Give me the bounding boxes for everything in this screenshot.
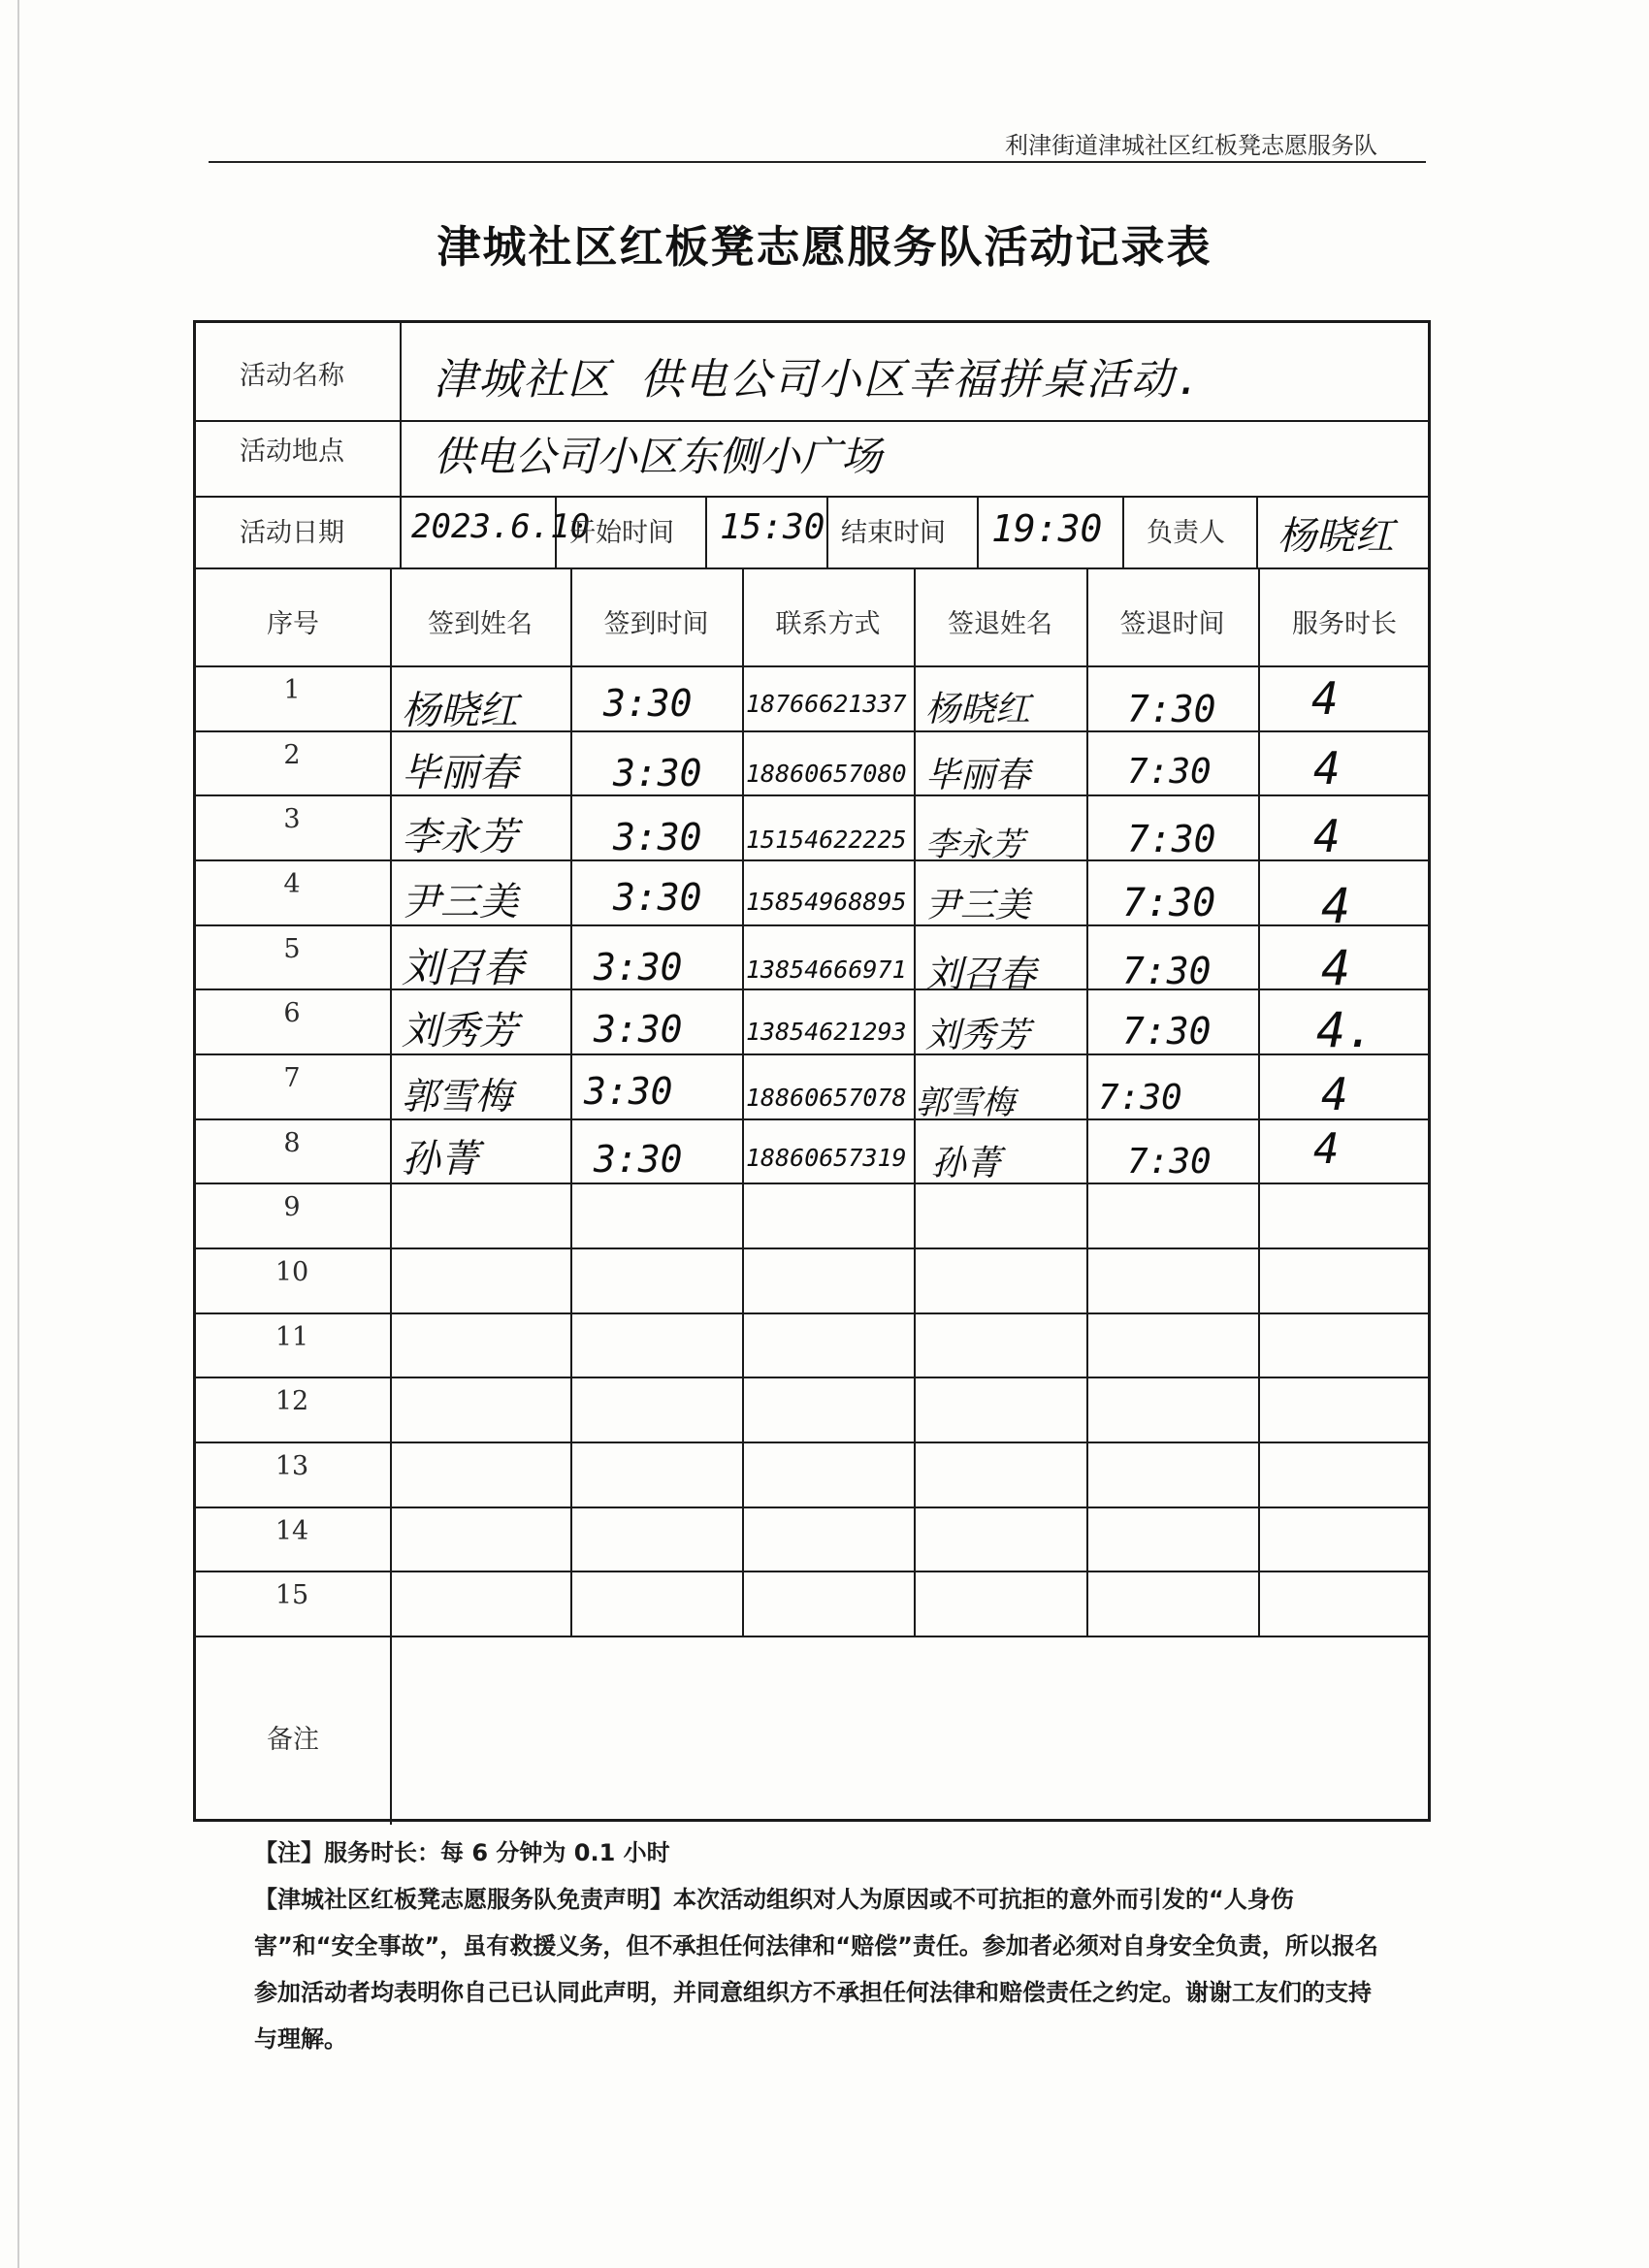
column-divider xyxy=(742,567,744,1636)
row-number: 15 xyxy=(275,1580,309,1610)
signout-time: 7:30 xyxy=(1127,752,1212,792)
signin-time: 3:30 xyxy=(594,946,683,988)
row-divider xyxy=(196,1247,1428,1249)
row-divider xyxy=(196,988,1428,990)
signin-time: 3:30 xyxy=(594,1008,683,1051)
start-time-value: 15:30 xyxy=(720,507,825,547)
service-hours: 4. xyxy=(1316,1002,1375,1058)
phone: 18860657078 xyxy=(746,1084,907,1112)
service-hours: 4 xyxy=(1311,672,1339,725)
phone: 13854666971 xyxy=(746,956,907,984)
table-header-phone: 联系方式 xyxy=(775,609,881,639)
row-divider xyxy=(196,1507,1428,1508)
signin-name: 刘召春 xyxy=(402,944,525,991)
row-number: 11 xyxy=(275,1322,309,1352)
row-number: 12 xyxy=(275,1386,309,1416)
signout-name: 李永芳 xyxy=(925,826,1024,864)
signout-time: 7:30 xyxy=(1098,1078,1182,1118)
service-hours: 4 xyxy=(1321,1068,1348,1120)
row-number: 4 xyxy=(283,869,301,899)
signin-name: 李永芳 xyxy=(402,815,518,859)
row-divider xyxy=(196,730,1428,732)
phone: 18860657319 xyxy=(746,1144,907,1172)
activity-name-value: 津城社区 供电公司小区幸福拼桌活动. xyxy=(434,355,1203,405)
row-divider xyxy=(196,567,1428,569)
phone: 13854621293 xyxy=(746,1018,907,1046)
row-divider xyxy=(196,1053,1428,1055)
row-number: 3 xyxy=(283,804,301,834)
signin-name: 杨晓红 xyxy=(402,689,518,733)
row-divider xyxy=(196,1183,1428,1184)
activity-date-label: 活动日期 xyxy=(240,518,344,548)
remarks-label: 备注 xyxy=(267,1725,319,1755)
signin-name: 尹三美 xyxy=(402,880,518,924)
row-divider xyxy=(196,794,1428,796)
row-divider xyxy=(196,859,1428,861)
signout-time: 7:30 xyxy=(1127,818,1216,860)
signin-time: 3:30 xyxy=(613,816,702,859)
row-number: 9 xyxy=(283,1192,301,1222)
signin-time: 3:30 xyxy=(613,876,702,919)
phone: 18860657080 xyxy=(746,760,907,788)
row-number: 13 xyxy=(275,1451,309,1481)
signin-name: 孙菁 xyxy=(402,1137,479,1182)
signout-time: 7:30 xyxy=(1122,950,1212,992)
row-number: 8 xyxy=(283,1128,301,1158)
column-divider xyxy=(1256,496,1258,567)
row-divider xyxy=(196,924,1428,926)
table-header-signin-time: 签到时间 xyxy=(603,609,709,639)
row-divider xyxy=(196,1571,1428,1572)
column-divider xyxy=(400,323,402,567)
page-edge xyxy=(17,0,19,2268)
column-divider xyxy=(1122,496,1124,567)
activity-date-value: 2023.6.10 xyxy=(411,507,591,546)
service-hours: 4 xyxy=(1313,1124,1340,1174)
activity-place-value: 供电公司小区东侧小广场 xyxy=(434,433,883,480)
signout-time: 7:30 xyxy=(1127,1142,1212,1182)
signout-name: 郭雪梅 xyxy=(916,1084,1015,1122)
table-header-signin-name: 签到姓名 xyxy=(428,609,533,639)
end-time-label: 结束时间 xyxy=(841,518,946,548)
column-divider xyxy=(705,496,707,567)
service-hours-note: 【注】服务时长：每 6 分钟为 0.1 小时 xyxy=(254,1839,670,1866)
signout-name: 刘秀芳 xyxy=(925,1016,1031,1055)
row-divider xyxy=(196,665,1428,667)
column-divider xyxy=(1258,567,1260,1636)
activity-name-label: 活动名称 xyxy=(240,361,344,391)
table-header-hours: 服务时长 xyxy=(1292,609,1397,639)
phone: 15854968895 xyxy=(746,888,907,916)
table-header-no: 序号 xyxy=(267,609,319,639)
start-time-label: 开始时间 xyxy=(569,518,674,548)
signin-name: 刘秀芳 xyxy=(402,1009,518,1053)
header-divider xyxy=(209,161,1426,163)
row-number: 1 xyxy=(283,675,301,705)
signin-time: 3:30 xyxy=(594,1138,683,1181)
column-divider xyxy=(826,496,828,567)
row-number: 6 xyxy=(283,998,301,1028)
signout-time: 7:30 xyxy=(1127,688,1216,730)
column-divider xyxy=(390,567,392,1825)
signin-time: 3:30 xyxy=(613,752,702,794)
signout-name: 毕丽春 xyxy=(925,756,1031,795)
document-title: 津城社区红板凳志愿服务队活动记录表 xyxy=(436,221,1212,273)
signout-name: 杨晓红 xyxy=(925,690,1031,729)
signout-name: 刘召春 xyxy=(925,953,1037,995)
end-time-value: 19:30 xyxy=(991,507,1103,550)
row-divider xyxy=(196,1312,1428,1314)
signout-time: 7:30 xyxy=(1122,881,1216,925)
row-number: 2 xyxy=(283,740,301,770)
row-divider xyxy=(196,1118,1428,1120)
signout-name: 尹三美 xyxy=(925,886,1031,925)
signin-name: 郭雪梅 xyxy=(402,1075,513,1118)
column-divider xyxy=(1086,567,1088,1636)
service-hours: 4 xyxy=(1321,878,1351,934)
phone: 15154622225 xyxy=(746,826,907,854)
leader-label: 负责人 xyxy=(1147,518,1225,548)
row-number: 7 xyxy=(283,1063,301,1093)
organization-header: 利津街道津城社区红板凳志愿服务队 xyxy=(1005,132,1377,159)
column-divider xyxy=(977,496,979,567)
signout-name: 孙菁 xyxy=(931,1144,1002,1183)
signin-time: 3:30 xyxy=(603,682,693,725)
row-number: 14 xyxy=(275,1516,309,1546)
row-divider xyxy=(196,1636,1428,1637)
signin-time: 3:30 xyxy=(584,1070,673,1113)
activity-place-label: 活动地点 xyxy=(240,437,344,467)
row-number: 10 xyxy=(275,1257,309,1287)
activity-record-form xyxy=(193,320,1431,1822)
signin-name: 毕丽春 xyxy=(402,751,518,795)
footer-notes xyxy=(254,1830,1379,2062)
row-divider xyxy=(196,496,1428,498)
signout-time: 7:30 xyxy=(1122,1010,1212,1053)
column-divider xyxy=(570,567,572,1636)
leader-value: 杨晓红 xyxy=(1277,514,1394,559)
phone: 18766621337 xyxy=(746,690,907,718)
row-divider xyxy=(196,1442,1428,1443)
service-hours: 4 xyxy=(1313,810,1341,862)
row-number: 5 xyxy=(283,934,301,964)
disclaimer: 【津城社区红板凳志愿服务队免责声明】本次活动组织对人为原因或不可抗拒的意外而引发的“人身伤害”和“安全事故”，虽有救援义务，但不承担任何法律和“赔偿”责任。参加者必须对自身安全负责，所以报名参加活动者均表明你自己已认同此声明，并同意组织方不承担任何法律和赔偿责任之约定。谢谢工友们的支持与理解。 xyxy=(254,1886,1378,2053)
service-hours: 4 xyxy=(1313,742,1341,794)
table-header-signout-name: 签退姓名 xyxy=(948,609,1052,639)
row-divider xyxy=(196,420,1428,422)
row-divider xyxy=(196,1377,1428,1378)
service-hours: 4 xyxy=(1321,940,1351,996)
table-header-signout-time: 签退时间 xyxy=(1119,609,1225,639)
